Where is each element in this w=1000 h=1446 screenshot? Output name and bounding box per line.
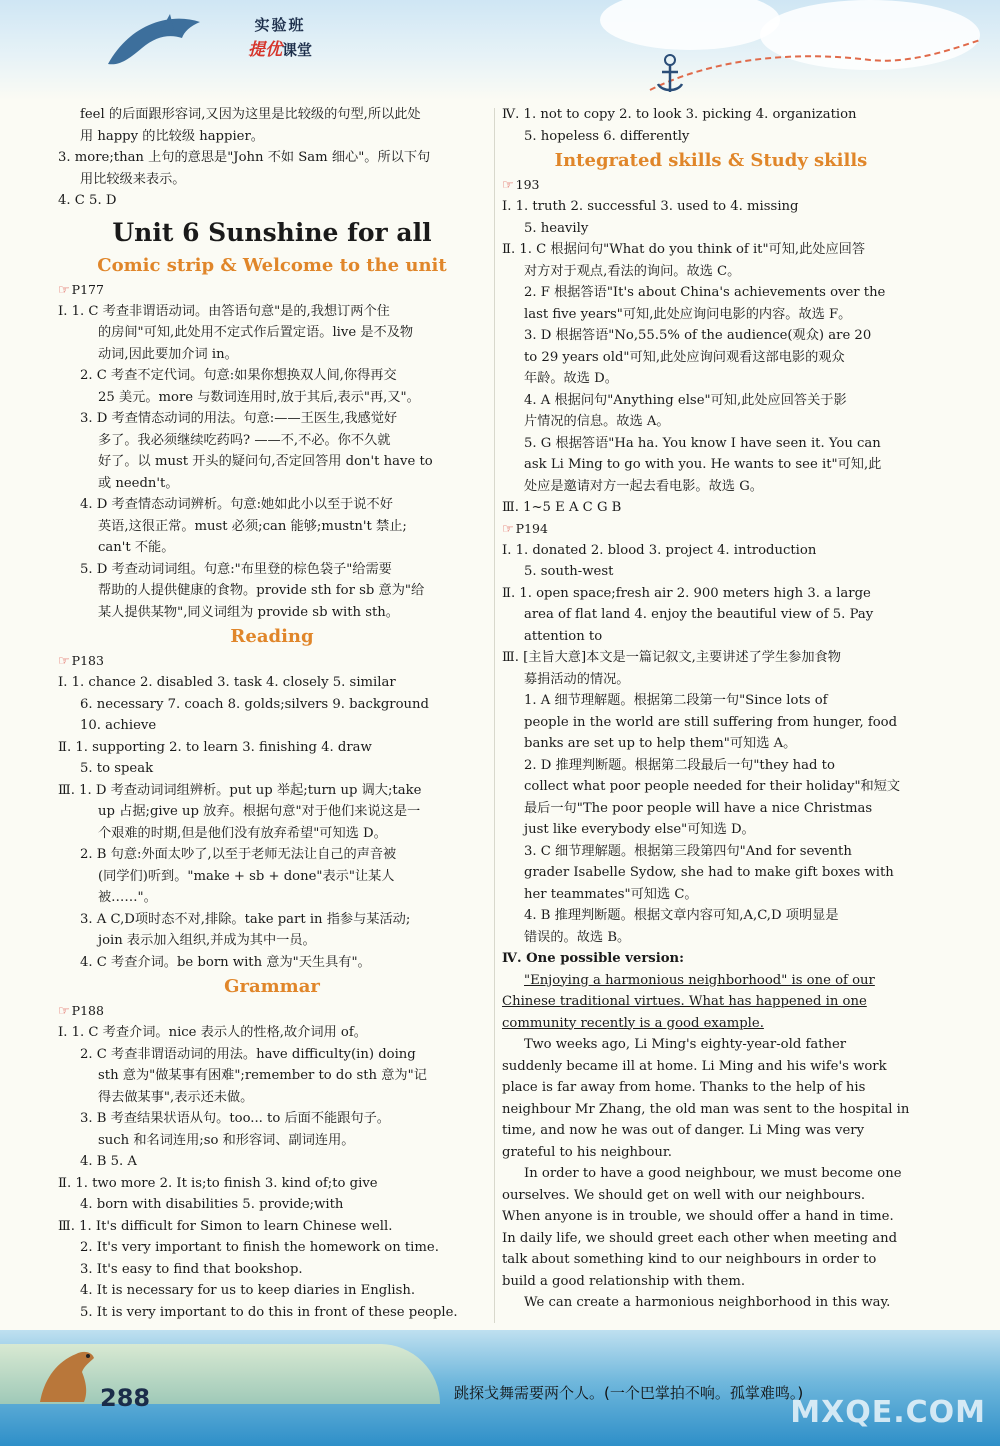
answer-line: build a good relationship with them.: [502, 1273, 746, 1289]
watermark: MXQE.COM: [790, 1395, 986, 1430]
column-divider: [494, 108, 495, 1323]
answer-line: 4. C 5. D: [58, 193, 117, 208]
answer-line: 某人提供某物",同义词组为 provide sb with sth。: [98, 604, 399, 620]
answer-line: 被……"。: [98, 890, 157, 905]
answer-line: 帮助的人提供健康的食物。provide sth for sb 意为"给: [98, 583, 425, 598]
answer-line: 年龄。故选 D。: [524, 371, 618, 386]
answer-line: collect what poor people needed for their holiday"和短文: [524, 779, 901, 794]
answer-line: to 29 years old"可知,此处应询问观看这部电影的观众: [524, 349, 845, 365]
answer-line: 5. It is very important to do this in front of these people.: [80, 1304, 458, 1320]
answer-line: In order to have a good neighbour, we must become one: [524, 1166, 902, 1181]
answer-line: just like everybody else"可知选 D。: [524, 822, 755, 837]
answer-line: ourselves. We should get on well with our neighbours.: [502, 1187, 866, 1203]
page-reference-text: 193: [515, 177, 540, 192]
answer-line: 4. B 推理判断题。根据文章内容可知,A,C,D 项明显是: [524, 908, 839, 923]
pointing-hand-icon: ☞: [502, 521, 514, 537]
answer-line: 错误的。故选 B。: [524, 929, 631, 945]
section-heading: Comic strip & Welcome to the unit: [97, 254, 447, 276]
answer-line: Ⅰ. 1. chance 2. disabled 3. task 4. closely 5. similar: [58, 675, 396, 690]
answer-line: her teammates"可知选 C。: [524, 886, 698, 902]
answer-line: 多了。我必须继续吃药吗? ——不,不必。你不久就: [98, 432, 391, 448]
right-column: [502, 104, 920, 1314]
answer-line: 3. It's easy to find that bookshop.: [80, 1261, 303, 1277]
answer-line: grateful to his neighbour.: [502, 1144, 672, 1160]
page-reference-text: P188: [71, 1003, 104, 1018]
answer-line: ask Li Ming to go with you. He wants to see it"可知,此: [524, 457, 882, 472]
page-header: [0, 0, 1000, 100]
answer-line: 2. D 推理判断题。根据第二段最后一句"they had to: [524, 757, 835, 773]
pointing-hand-icon: ☞: [58, 282, 70, 298]
answer-line: up 占据;give up 放弃。根据句意"对于他们来说这是一: [98, 804, 421, 819]
answer-line: 6. necessary 7. coach 8. golds;silvers 9. background: [80, 696, 429, 712]
answer-line: 3. D 考查情态动词的用法。句意:——王医生,我感觉好: [80, 411, 398, 426]
dolphin-icon: [100, 4, 210, 84]
answer-line: place is far away from home. Thanks to the help of his: [502, 1080, 866, 1095]
answer-line: Ⅱ. 1. open space;fresh air 2. 900 meters high 3. a large: [502, 585, 871, 601]
footer-proverb: 跳探戈舞需要两个人。(一个巴掌拍不响。孤掌难鸣。): [454, 1384, 804, 1402]
answer-line: Ⅳ. 1. not to copy 2. to look 3. picking 4. organization: [502, 107, 857, 122]
answer-line: 2. It's very important to finish the homework on time.: [80, 1240, 439, 1255]
answer-line: 好了。以 must 开头的疑问句,否定回答用 don't have to: [98, 454, 433, 469]
answer-line: area of flat land 4. enjoy the beautiful view of 5. Pay: [524, 607, 874, 622]
answer-line: 得去做某事",表示还未做。: [98, 1089, 254, 1105]
answer-line: 5. heavily: [524, 220, 589, 236]
page-reference: [58, 280, 486, 301]
answer-line: last five years"可知,此处应询问电影的内容。故选 F。: [524, 306, 852, 322]
answer-line: 2. C 考查非谓语动词的用法。have difficulty(in) doing: [80, 1046, 416, 1062]
answer-line: can't 不能。: [98, 540, 175, 555]
brand-line1: 实验班: [254, 16, 306, 34]
answer-line: sth 意为"做某事有困难";remember to do sth 意为"记: [98, 1068, 427, 1083]
answer-line: neighbour Mr Zhang, the old man was sent to the hospital in: [502, 1101, 910, 1117]
page-reference: [502, 519, 920, 540]
anchor-rope-icon: [630, 20, 990, 100]
answer-line: 的房间"可知,此处用不定式作后置定语。live 是不及物: [98, 325, 414, 340]
answer-line: people in the world are still suffering from hunger, food: [524, 714, 898, 730]
answer-line: Ⅱ. 1. two more 2. It is;to finish 3. kind of;to give: [58, 1175, 378, 1191]
answer-line: grader Isabelle Sydow, she had to make gift boxes with: [524, 865, 894, 880]
answer-line: 5. hopeless 6. differently: [524, 128, 690, 144]
answer-line: 4. C 考查介词。be born with 意为"天生具有"。: [80, 954, 371, 970]
sea-lion-icon: [30, 1340, 110, 1410]
answer-line: community recently is a good example.: [502, 1015, 764, 1031]
answer-line: 3. C 细节理解题。根据第三段第四句"And for seventh: [524, 843, 852, 859]
answer-line: 4. A 根据问句"Anything else"可知,此处应回答关于影: [524, 392, 847, 408]
brand-line2: 提优课堂: [247, 40, 312, 60]
answer-line: Ⅲ. 1. D 考查动词词组辨析。put up 举起;turn up 调大;take: [58, 782, 422, 798]
answer-line: time, and now he was out of danger. Li Ming was very: [502, 1123, 865, 1138]
answer-line: 25 美元。more 与数词连用时,放于其后,表示"再,又"。: [98, 389, 420, 405]
page-reference-text: P177: [71, 281, 104, 297]
answer-line: 用 happy 的比较级 happier。: [80, 128, 264, 144]
answer-line: In daily life, we should greet each other when meeting and: [502, 1230, 898, 1246]
page-reference: [58, 651, 486, 672]
answer-line: Ⅳ. One possible version:: [502, 951, 684, 966]
section-heading: Grammar: [224, 976, 320, 997]
answer-line: Ⅰ. 1. truth 2. successful 3. used to 4. missing: [502, 199, 799, 214]
answer-line: Ⅰ. 1. donated 2. blood 3. project 4. introduction: [502, 542, 817, 558]
page-reference-text: P194: [515, 520, 548, 536]
answer-line: 处应是邀请对方一起去看电影。故选 G。: [524, 478, 763, 494]
brand-logo: [205, 14, 355, 60]
answer-line: talk about something kind to our neighbours in order to: [502, 1252, 877, 1267]
answer-line: Ⅱ. 1. C 根据问句"What do you think of it"可知,此处应回答: [502, 242, 866, 257]
answer-line: 3. more;than 上句的意思是"John 不如 Sam 细心"。所以下句: [58, 150, 431, 165]
pointing-hand-icon: ☞: [502, 178, 514, 193]
answer-line: Ⅲ. 1~5 E A C G B: [502, 500, 622, 515]
answer-line: 4. born with disabilities 5. provide;with: [80, 1197, 344, 1212]
page-number: 288: [100, 1384, 151, 1412]
answer-line: Two weeks ago, Li Ming's eighty-year-old father: [524, 1037, 847, 1052]
answer-line: join 表示加入组织,并成为其中一员。: [98, 933, 316, 948]
answer-line: suddenly became ill at home. Li Ming and his wife's work: [502, 1058, 887, 1074]
answer-line: 用比较级来表示。: [80, 171, 186, 187]
answer-line: 5. to speak: [80, 761, 154, 776]
answer-line: Ⅱ. 1. supporting 2. to learn 3. finishing 4. draw: [58, 739, 372, 755]
answer-line: Ⅲ. 1. It's difficult for Simon to learn Chinese well.: [58, 1218, 393, 1234]
answer-line: Ⅲ. [主旨大意]本文是一篇记叙文,主要讲述了学生参加食物: [502, 650, 841, 665]
answer-line: 2. F 根据答语"It's about China's achievements over the: [524, 285, 886, 300]
answer-line: When anyone is in trouble, we should offer a hand in time.: [502, 1209, 894, 1224]
answer-line: 动词,因此要加介词 in。: [98, 346, 238, 362]
answer-line: 最后一句"The poor people will have a nice Christmas: [524, 800, 873, 816]
answer-line: 对方对于观点,看法的询问。故选 C。: [524, 263, 741, 279]
answer-line: Ⅰ. 1. C 考查介词。nice 表示人的性格,故介词用 of。: [58, 1025, 367, 1040]
answer-line: 或 needn't。: [98, 475, 179, 491]
answer-line: 3. A C,D项时态不对,排除。take part in 指参与某活动;: [80, 911, 411, 927]
answer-line: 片情况的信息。故选 A。: [524, 414, 670, 429]
answer-line: 4. D 考查情态动词辨析。句意:她如此小以至于说不好: [80, 497, 393, 512]
section-heading: Integrated skills & Study skills: [554, 150, 868, 171]
answer-line: 10. achieve: [80, 718, 157, 733]
page-reference-text: P183: [71, 653, 104, 668]
answer-line: 4. It is necessary for us to keep diaries in English.: [80, 1283, 416, 1298]
answer-line: (同学们)听到。"make + sb + done"表示"让某人: [98, 868, 395, 884]
page-reference: [502, 175, 920, 196]
answer-line: 4. B 5. A: [80, 1154, 137, 1169]
answer-line: 5. G 根据答语"Ha ha. You know I have seen it. You can: [524, 435, 881, 451]
answer-line: Ⅰ. 1. C 考查非谓语动词。由答语句意"是的,我想订两个住: [58, 303, 390, 319]
answer-line: 英语,这很正常。must 必须;can 能够;mustn't 禁止;: [98, 518, 407, 534]
answer-line: 3. B 考查结果状语从句。too... to 后面不能跟句子。: [80, 1111, 390, 1126]
pointing-hand-icon: ☞: [58, 654, 70, 669]
answer-line: 个艰难的时期,但是他们没有放弃希望"可知选 D。: [98, 825, 387, 841]
pointing-hand-icon: ☞: [58, 1004, 70, 1019]
answer-line: banks are set up to help them"可知选 A。: [524, 736, 797, 751]
left-column: [58, 104, 486, 1323]
answer-line: "Enjoying a harmonious neighborhood" is one of our: [524, 972, 875, 988]
section-heading: Reading: [230, 626, 314, 647]
answer-line: such 和名词连用;so 和形容词、副词连用。: [98, 1132, 355, 1148]
answer-line: 3. D 根据答语"No,55.5% of the audience(观众) are 20: [524, 328, 872, 343]
answer-line: 2. C 考查不定代词。句意:如果你想换双人间,你得再交: [80, 368, 397, 383]
answer-line: Chinese traditional virtues. What has happened in one: [502, 994, 867, 1009]
answer-line: 5. D 考查动词词组。句意:"布里登的棕色袋子"给需要: [80, 561, 392, 577]
answer-line: attention to: [524, 628, 603, 644]
answer-line: 5. south-west: [524, 564, 614, 579]
answer-line: We can create a harmonious neighborhood in this way.: [524, 1295, 891, 1310]
unit-title: Unit 6 Sunshine for all: [112, 217, 432, 247]
answer-line: 募捐活动的情况。: [524, 671, 630, 687]
answer-line: 1. A 细节理解题。根据第二段第一句"Since lots of: [524, 693, 828, 708]
answer-line: feel 的后面跟形容词,又因为这里是比较级的句型,所以此处: [80, 107, 421, 122]
answer-line: 2. B 句意:外面太吵了,以至于老师无法让自己的声音被: [80, 847, 397, 862]
page-reference: [58, 1001, 486, 1022]
